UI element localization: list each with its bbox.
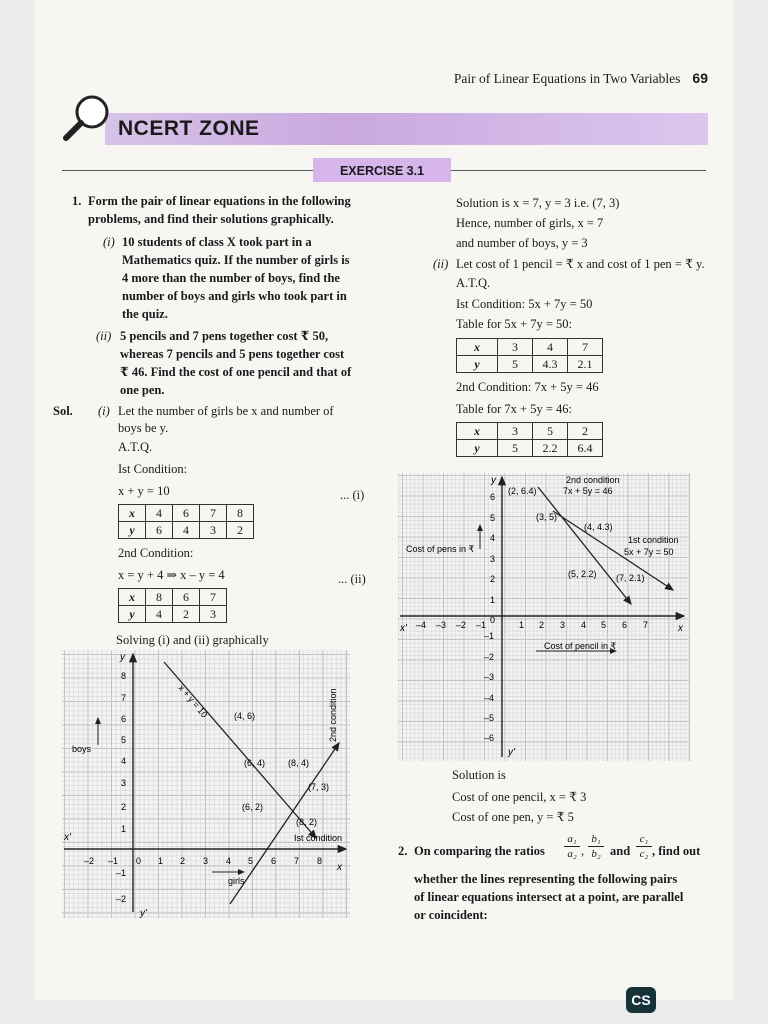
tick-label: –4	[416, 620, 427, 630]
tick-label: 2	[180, 856, 186, 866]
tick-label: 3	[490, 554, 496, 564]
q1-part-i-line: 4 more than the number of boys, find the	[122, 271, 340, 285]
table-cell: y	[119, 606, 146, 623]
exercise-label: EXERCISE 3.1	[313, 158, 451, 182]
sol2-table-label1: Table for 5x + 7y = 50:	[456, 317, 572, 331]
tick-label: –2	[484, 652, 495, 662]
table-cell: 4	[173, 522, 200, 539]
table-cell: 2	[568, 423, 603, 440]
table-cell: 4.3	[533, 356, 568, 373]
tick-label: 4	[490, 533, 496, 543]
sol2-title: Solution is	[452, 768, 506, 782]
ratio-b	[588, 832, 604, 861]
graph1-y-label: boys	[72, 744, 92, 754]
sol-label: Sol.	[53, 404, 73, 418]
ratio-a	[564, 832, 580, 861]
tick-label: 1	[158, 856, 164, 866]
tick-label: –1	[476, 620, 487, 630]
ratio-b-num: b₁	[588, 832, 604, 847]
banner-title: NCERT ZONE	[118, 117, 260, 140]
tick-label: 1	[121, 824, 127, 834]
table-cell: 3	[200, 522, 227, 539]
tick-label: 5	[601, 620, 607, 630]
table-cell: x	[119, 505, 146, 522]
graph1-svg	[62, 650, 350, 918]
ratio-b-den: b₂	[591, 848, 601, 860]
graph2-svg	[398, 473, 690, 761]
graph2-cond1-eq: 5x + 7y = 50	[624, 547, 674, 557]
point-label: (2, 6.4)	[508, 486, 537, 496]
tick-label: 2	[490, 574, 496, 584]
point-label: (5, 2.2)	[568, 569, 597, 579]
q2-and: and	[610, 844, 631, 858]
divider-right	[451, 170, 706, 171]
table-cell: 2.2	[533, 440, 568, 457]
point-label: (6, 2)	[242, 802, 264, 812]
page-number: 69	[692, 70, 708, 86]
ratio-c-den: c₂	[639, 848, 649, 860]
graph2-cond1-label: 1st condition	[628, 535, 679, 545]
tick-label: 4	[226, 856, 232, 866]
sol-atq: A.T.Q.	[118, 440, 153, 454]
table-cell: 7	[200, 589, 227, 606]
q1-part-i-line: 10 students of class X took part in a	[122, 235, 312, 249]
sol-cond1-title: Ist Condition:	[118, 462, 188, 476]
table-cell: y	[119, 522, 146, 539]
table-cell: 6.4	[568, 440, 603, 457]
tick-label: 1	[490, 595, 496, 605]
tick-label: 7	[294, 856, 300, 866]
sol2-atq: A.T.Q.	[456, 276, 491, 290]
sol-cond1-ref: ... (i)	[340, 488, 365, 502]
q1-part-ii-line: 5 pencils and 7 pens together cost ₹ 50,	[120, 329, 329, 343]
q1-part-i-line: number of boys and girls who took part in	[122, 289, 347, 303]
table-pencil-1	[456, 338, 603, 373]
q1-line2: problems, and find their solutions graphically.	[88, 212, 334, 226]
sol2-line3: and number of boys, y = 3	[456, 236, 588, 250]
sol-cond2-eq: x = y + 4 ⇒ x – y = 4	[118, 568, 225, 582]
sol2-cond2: 2nd Condition: 7x + 5y = 46	[456, 380, 599, 394]
point-label: (8, 4)	[288, 758, 310, 768]
graph1-y-ticks	[116, 671, 126, 904]
axis-label: x	[678, 623, 683, 634]
table-cell: 7	[568, 339, 603, 356]
sol-cond2-title: 2nd Condition:	[118, 546, 194, 560]
graph1-x-label: girls	[228, 876, 245, 886]
point-label: (4, 4.3)	[584, 522, 613, 532]
table-cell: 2	[227, 522, 254, 539]
graph2-cond2-label: 2nd condition	[566, 475, 620, 485]
table-cond2	[118, 588, 227, 623]
table-row	[457, 440, 603, 457]
sol2-cond1: Ist Condition: 5x + 7y = 50	[456, 297, 593, 311]
q1-part-i-line: the quiz.	[122, 307, 168, 321]
graph1-line2-label: 2nd condition	[328, 688, 338, 742]
tick-label: –6	[484, 733, 495, 743]
tick-label: 2	[121, 802, 127, 812]
table-cell: x	[457, 339, 498, 356]
sol2-pencil: Cost of one pencil, x = ₹ 3	[452, 790, 587, 804]
table-cell: 3	[200, 606, 227, 623]
axis-label: x	[337, 862, 342, 873]
table-cell: 7	[200, 505, 227, 522]
tick-label: –1	[116, 868, 127, 878]
tick-label: 1	[519, 620, 525, 630]
table-cell: 8	[146, 589, 173, 606]
tick-label: 4	[121, 756, 127, 766]
table-cell: 6	[173, 505, 200, 522]
q2-number: 2.	[398, 844, 408, 858]
line-7x-plus-5y-46	[538, 487, 631, 604]
table-row	[119, 606, 227, 623]
q2-line4: or coincident:	[414, 908, 488, 922]
tick-label: 8	[317, 856, 323, 866]
sol2-line4: Let cost of 1 pencil = ₹ x and cost of 1 pen = ₹ y.	[456, 257, 705, 271]
axis-label: y'	[140, 908, 147, 918]
tick-label: 8	[121, 671, 127, 681]
table-row	[119, 505, 254, 522]
tick-label: 0	[136, 856, 142, 866]
tick-label: 0	[490, 615, 496, 625]
graph2-cond2-eq: 7x + 5y = 46	[563, 486, 613, 496]
tick-label: 5	[248, 856, 254, 866]
axis-label: x'	[400, 623, 407, 634]
table-row	[457, 423, 603, 440]
tick-label: –2	[116, 894, 127, 904]
table-pencil-2	[456, 422, 603, 457]
table-row	[457, 356, 603, 373]
chapter-title: Pair of Linear Equations in Two Variables	[453, 71, 681, 86]
table-row	[457, 339, 603, 356]
tick-label: –5	[484, 713, 495, 723]
sol2-part-ii-mark: (ii)	[433, 257, 449, 271]
table-cell: 8	[227, 505, 254, 522]
table-cell: 4	[146, 606, 173, 623]
solving-caption: Solving (i) and (ii) graphically	[116, 633, 269, 647]
ratio-a-den: a₂	[567, 848, 577, 860]
sol-line1: Let the number of girls be x and number of	[118, 404, 334, 418]
tick-label: 6	[622, 620, 628, 630]
q1-part-ii-mark: (ii)	[96, 329, 112, 343]
point-label: (7, 2.1)	[616, 573, 645, 583]
graph2-x-ticks	[416, 615, 648, 630]
tick-label: 5	[490, 513, 496, 523]
tick-label: 6	[490, 492, 496, 502]
table-cell: 3	[498, 423, 533, 440]
table-cond1	[118, 504, 254, 539]
graph1-line3-label: Ist condition	[294, 833, 343, 843]
q1-part-i-line: Mathematics quiz. If the number of girls is	[122, 253, 350, 267]
tick-label: –1	[108, 856, 119, 866]
running-header	[454, 70, 708, 87]
scanner-badge: CS	[626, 987, 656, 1013]
q1-part-ii-line: ₹ 46. Find the cost of one pencil and that of	[120, 365, 352, 379]
ratio-a-num: a₁	[564, 832, 580, 847]
q1-line1: Form the pair of linear equations in the following	[88, 194, 351, 208]
graph1-line1-label: x + y = 10	[176, 682, 210, 720]
q2-text-b: , find out	[652, 844, 701, 858]
sol-cond1-eq: x + y = 10	[118, 484, 170, 498]
q2-line3: of linear equations intersect at a point, are parallel	[414, 890, 684, 904]
sol2-table-label2: Table for 7x + 5y = 46:	[456, 402, 572, 416]
sol-cond2-ref: ... (ii)	[338, 572, 366, 586]
tick-label: 3	[560, 620, 566, 630]
ratio-c	[636, 832, 652, 861]
tick-label: –2	[84, 856, 95, 866]
graph2-x-label: Cost of pencil in ₹	[544, 641, 617, 651]
tick-label: 6	[121, 714, 127, 724]
table-cell: y	[457, 440, 498, 457]
tick-label: 3	[203, 856, 209, 866]
table-cell: x	[119, 589, 146, 606]
table-cell: y	[457, 356, 498, 373]
tick-label: 5	[121, 735, 127, 745]
point-label: (4, 6)	[234, 711, 256, 721]
q2-line2: whether the lines representing the following pairs	[414, 872, 678, 886]
tick-label: –3	[484, 672, 495, 682]
table-cell: 4	[533, 339, 568, 356]
point-label: (7, 3)	[308, 782, 330, 792]
tick-label: 7	[643, 620, 649, 630]
table-cell: 5	[533, 423, 568, 440]
tick-label: 2	[539, 620, 545, 630]
table-cell: 4	[146, 505, 173, 522]
tick-label: –2	[456, 620, 467, 630]
axis-label: y'	[508, 747, 515, 758]
tick-label: –4	[484, 693, 495, 703]
sol2-pen: Cost of one pen, y = ₹ 5	[452, 810, 574, 824]
table-cell: 2.1	[568, 356, 603, 373]
graph1-x-ticks	[84, 856, 322, 866]
point-label: (6, 4)	[244, 758, 266, 768]
table-cell: x	[457, 423, 498, 440]
table-cell: 3	[498, 339, 533, 356]
point-label: (8, 2)	[296, 817, 318, 827]
tick-label: –1	[484, 631, 495, 641]
tick-label: 4	[581, 620, 587, 630]
ratio-c-num: c₁	[636, 832, 652, 847]
comma: ,	[581, 844, 585, 858]
table-row	[119, 589, 227, 606]
table-row	[119, 522, 254, 539]
divider-left	[62, 170, 314, 171]
table-cell: 2	[173, 606, 200, 623]
sol2-line2: Hence, number of girls, x = 7	[456, 216, 604, 230]
graph2-y-label: Cost of pens in ₹	[406, 544, 475, 554]
point-label: (3, 5)	[536, 512, 558, 522]
sol-line2: boys be y.	[118, 421, 169, 435]
table-cell: 5	[498, 356, 533, 373]
axis-label: y	[491, 475, 496, 486]
sol2-line1: Solution is x = 7, y = 3 i.e. (7, 3)	[456, 196, 620, 210]
sol-part-i-mark: (i)	[98, 404, 110, 418]
q1-part-ii-line: one pen.	[120, 383, 165, 397]
q1-number: 1.	[72, 194, 82, 208]
table-cell: 5	[498, 440, 533, 457]
tick-label: –3	[436, 620, 447, 630]
axis-label: x'	[64, 832, 71, 843]
tick-label: 6	[271, 856, 277, 866]
tick-label: 3	[121, 778, 127, 788]
table-cell: 6	[173, 589, 200, 606]
tick-label: 7	[121, 693, 127, 703]
q1-part-i-mark: (i)	[103, 235, 115, 249]
magnifier-icon	[60, 92, 114, 144]
q2-text-a: On comparing the ratios	[414, 844, 545, 858]
axis-label: y	[120, 652, 125, 663]
q1-part-ii-line: whereas 7 pencils and 5 pens together cost	[120, 347, 345, 361]
table-cell: 6	[146, 522, 173, 539]
